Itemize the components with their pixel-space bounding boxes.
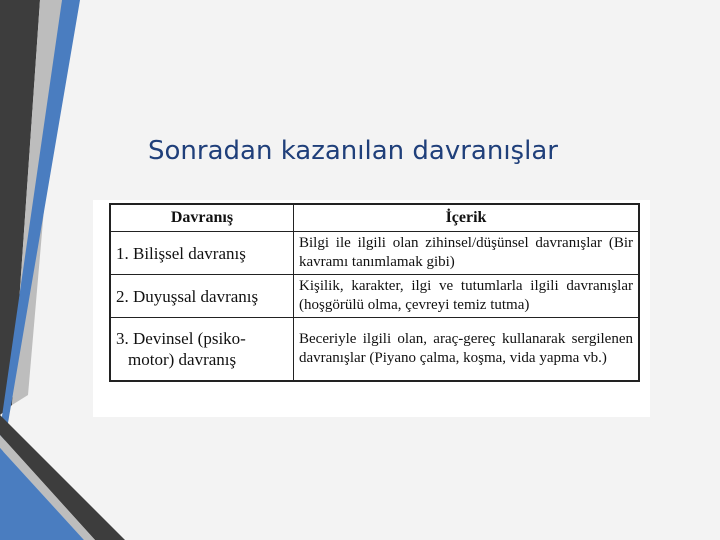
row-affective-content: Kişilik, karakter, ilgi ve tutumlarla ilgili davranışlar (hoşgörülü olma, çevreyi temiz tutma)	[294, 275, 640, 318]
row-affective-name: 2. Duyuşsal davranış	[110, 275, 294, 318]
row-cognitive-name: 1. Bilişsel davranış	[110, 232, 294, 275]
row-psychomotor-name-line2: motor) davranış	[128, 350, 237, 369]
row-psychomotor-name	[110, 318, 294, 382]
row-psychomotor-content: Beceriyle ilgili olan, araç-gereç kullanarak sergilenen davranışlar (Piyano çalma, koşma, vida yapma vb.)	[294, 318, 640, 382]
table-row	[110, 232, 639, 275]
behavior-table	[109, 203, 640, 382]
header-behavior: Davranış	[110, 204, 294, 232]
row-psychomotor-name-line1: 3. Devinsel (psiko-	[116, 329, 246, 348]
table-header-row	[110, 204, 639, 232]
row-cognitive-content: Bilgi ile ilgili olan zihinsel/düşünsel davranışlar (Bir kavramı tanımlamak gibi)	[294, 232, 640, 275]
header-content: İçerik	[294, 204, 640, 232]
table-row	[110, 275, 639, 318]
slide-title: Sonradan kazanılan davranışlar	[148, 136, 558, 166]
table-row	[110, 318, 639, 382]
